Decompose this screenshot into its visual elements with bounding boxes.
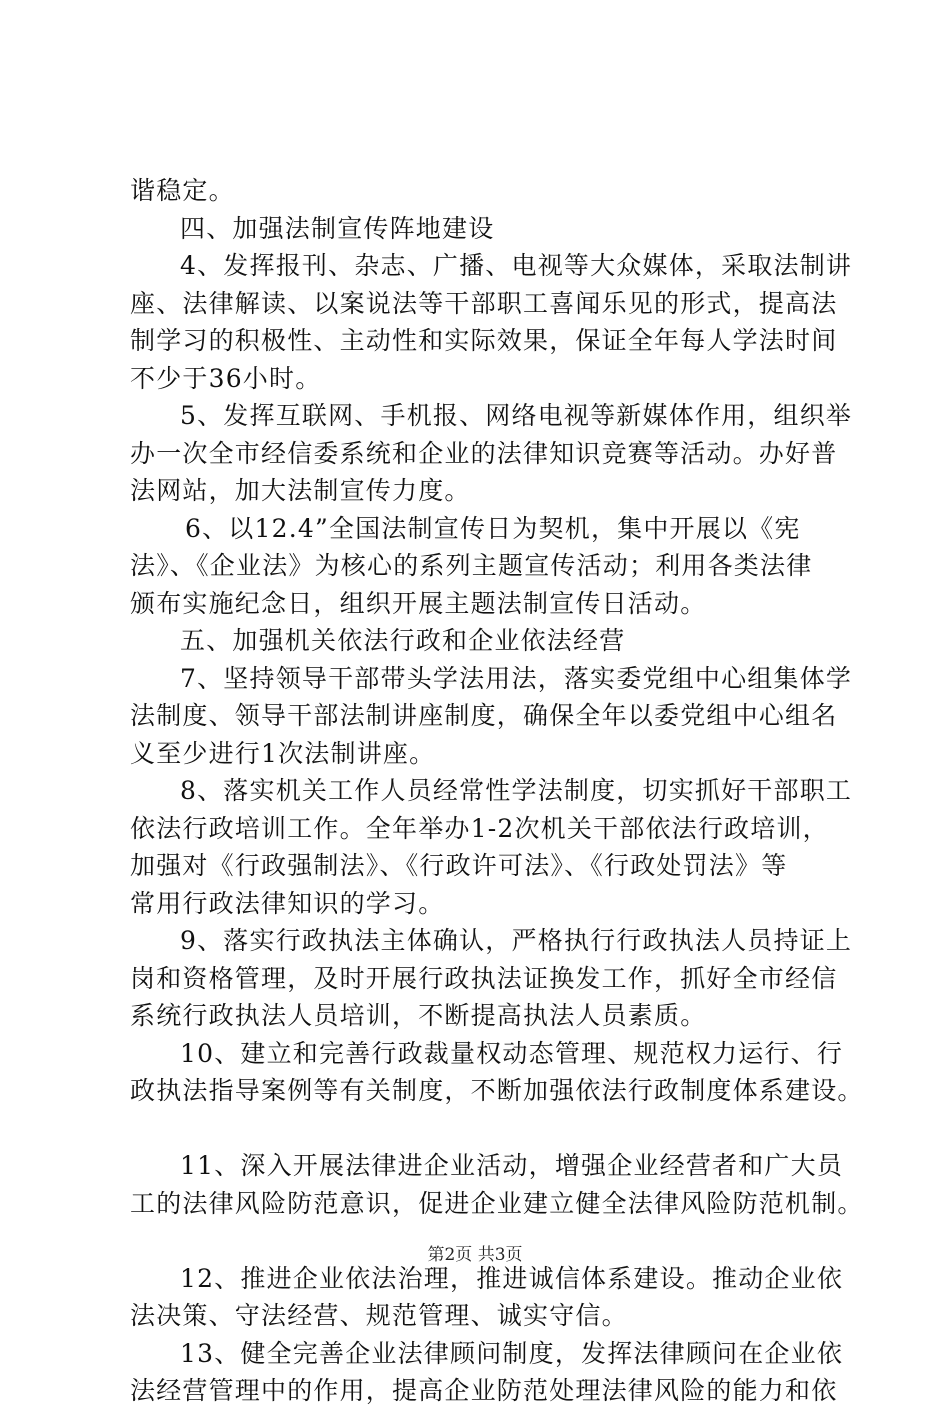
paragraph-line: 12、推进企业依法治理，推进诚信体系建设。推动企业依 — [180, 1263, 844, 1293]
paragraph-line: 7、坚持领导干部带头学法用法，落实委党组中心组集体学 — [180, 663, 853, 693]
paragraph-line: 法》、《企业法》为核心的系列主题宣传活动；利用各类法律 — [130, 551, 813, 580]
paragraph-line: 岗和资格管理，及时开展行政执法证换发工作，抓好全市经信 — [130, 963, 838, 993]
paragraph-line: 办一次全市经信委系统和企业的法律知识竞赛等活动。办好普 — [130, 438, 838, 468]
paragraph-line: 4、发挥报刊、杂志、广播、电视等大众媒体，采取法制讲 — [180, 251, 853, 280]
paragraph-line: 义至少进行1次法制讲座。 — [130, 738, 436, 768]
section-heading: 四、加强法制宣传阵地建设 — [180, 213, 495, 243]
paragraph-line: 11、深入开展法律进企业活动，增强企业经营者和广大员 — [180, 1151, 844, 1180]
paragraph-line: 工的法律风险防范意识，促进企业建立健全法律风险防范机制。 — [130, 1188, 864, 1218]
section-heading: 五、加强机关依法行政和企业依法经营 — [180, 626, 626, 655]
paragraph-line: 6、以12.4”全国法制宣传日为契机，集中开展以《宪 — [185, 513, 801, 543]
paragraph-line: 法决策、守法经营、规范管理、诚实守信。 — [130, 1301, 628, 1330]
paragraph-line: 13、健全完善企业法律顾问制度，发挥法律顾问在企业依 — [180, 1338, 844, 1368]
paragraph-line: 制学习的积极性、主动性和实际效果，保证全年每人学法时间 — [130, 326, 838, 355]
blank-line — [130, 1110, 850, 1148]
paragraph-line: 不少于36小时。 — [130, 363, 322, 393]
paragraph-line: 5、发挥互联网、手机报、网络电视等新媒体作用，组织举 — [180, 401, 853, 430]
document-body — [130, 172, 864, 1410]
paragraph-line: 座、法律解读、以案说法等干部职工喜闻乐见的形式，提高法 — [130, 288, 838, 318]
paragraph-line: 常用行政法律知识的学习。 — [130, 888, 445, 918]
paragraph-line: 依法行政培训工作。全年举办1-2次机关干部依法行政培训， — [130, 813, 829, 843]
paragraph-line: 法网站，加大法制宣传力度。 — [130, 476, 471, 505]
paragraph-line: 法经营管理中的作用，提高企业防范处理法律风险的能力和依 — [130, 1376, 838, 1405]
paragraph-line: 谐稳定。 — [130, 176, 235, 205]
paragraph-line: 法制度、领导干部法制讲座制度，确保全年以委党组中心组名 — [130, 701, 838, 730]
paragraph-line: 系统行政执法人员培训，不断提高执法人员素质。 — [130, 1001, 707, 1030]
paragraph-line: 加强对《行政强制法》、《行政许可法》、《行政处罚法》等 — [130, 851, 788, 880]
paragraph-line: 10、建立和完善行政裁量权动态管理、规范权力运行、行 — [180, 1038, 844, 1068]
paragraph-line: 政执法指导案例等有关制度，不断加强依法行政制度体系建设。 — [130, 1076, 864, 1105]
paragraph-line: 颁布实施纪念日，组织开展主题法制宣传日活动。 — [130, 588, 707, 618]
paragraph-line: 8、落实机关工作人员经常性学法制度，切实抓好干部职工 — [180, 776, 853, 805]
paragraph-line: 9、落实行政执法主体确认，严格执行行政执法人员持证上 — [180, 926, 853, 955]
page-number-footer: 第2页 共3页 — [427, 1245, 523, 1265]
